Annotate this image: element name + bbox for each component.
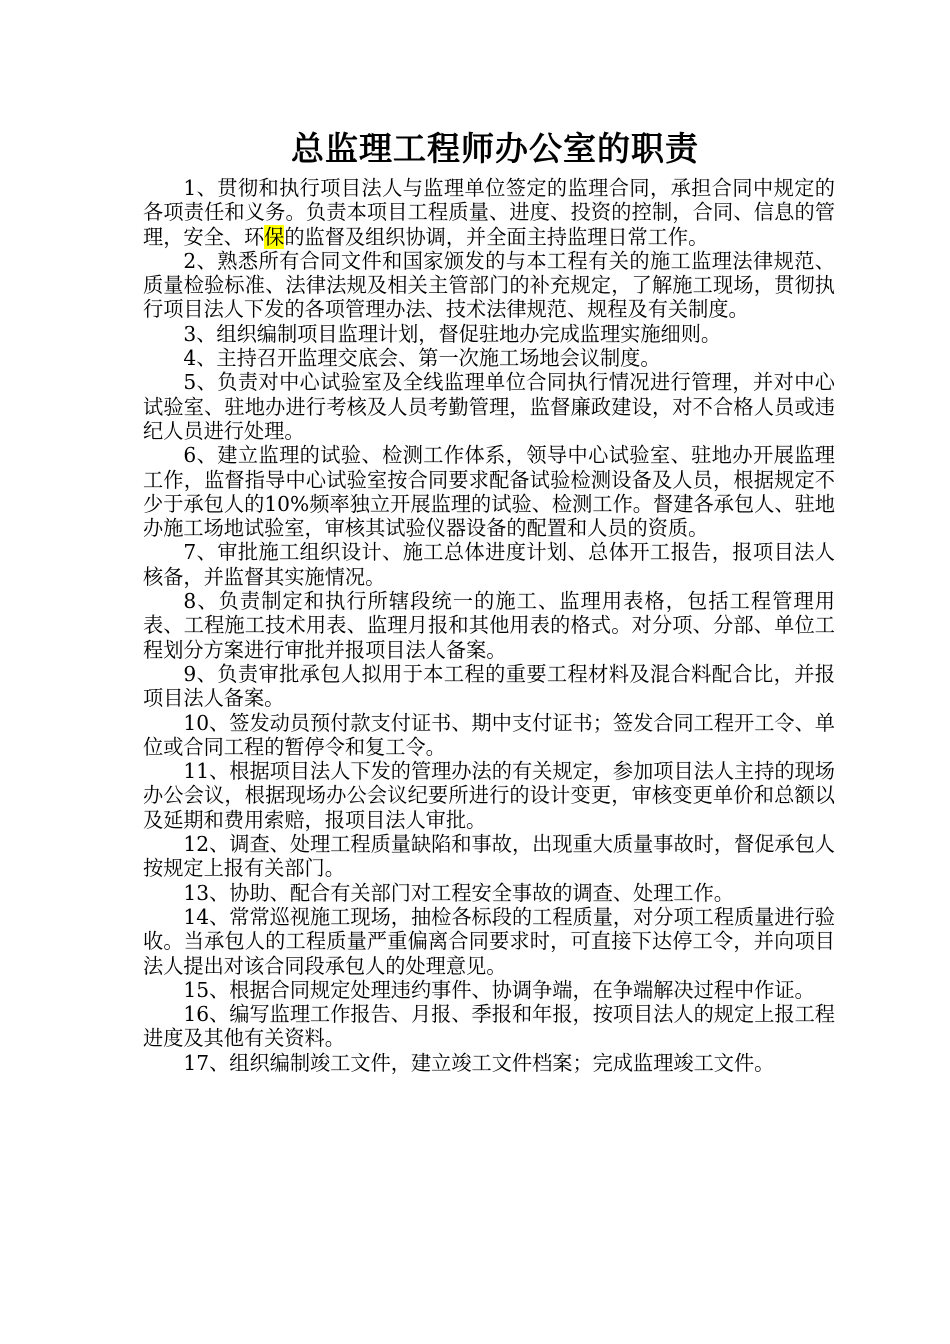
paragraph-1-text-after: 的监督及组织协调，并全面主持监理日常工作。 (284, 224, 709, 249)
paragraph-9: 9、负责审批承包人拟用于本工程的重要工程材料及混合料配合比，并报项目法人备案。 (143, 661, 835, 711)
paragraph-1 (143, 176, 835, 249)
highlighted-text: 保 (264, 224, 285, 249)
paragraph-8: 8、负责制定和执行所辖段统一的施工、监理用表格，包括工程管理用表、工程施工技术用表、监理月报和其他用表的格式。对分项、分部、单位工程划分方案进行审批并报项目法人备案。 (143, 589, 835, 662)
document-body (143, 176, 835, 1075)
paragraph-2: 2、熟悉所有合同文件和国家颁发的与本工程有关的施工监理法律规范、质量检验标准、法律法规及相关主管部门的补充规定，了解施工现场，贯彻执行项目法人下发的各项管理办法、技术法律规范、规程及有关制度。 (143, 248, 835, 322)
paragraph-14: 14、常常巡视施工现场，抽检各标段的工程质量，对分项工程质量进行验收。当承包人的工程质量严重偏离合同要求时，可直接下达停工令，并向项目法人提出对该合同段承包人的处理意见。 (143, 904, 835, 978)
paragraph-7: 7、审批施工组织设计、施工总体进度计划、总体开工报告，报项目法人核备，并监督其实施情况。 (143, 540, 835, 589)
paragraph-13: 13、协助、配合有关部门对工程安全事故的调查、处理工作。 (183, 880, 734, 905)
paragraph-5: 5、负责对中心试验室及全线监理单位合同执行情况进行管理，并对中心试验室、驻地办进行考核及人员考勤管理，监督廉政建设，对不合格人员或违纪人员进行处理。 (143, 370, 835, 443)
paragraph-1-text-before: 1、贯彻和执行项目法人与监理单位签定的监理合同，承担合同中规定的各项责任和义务。负责本项目工程质量、进度、投资的控制，合同、信息的管理，安全、环 (143, 176, 835, 249)
paragraph-6: 6、建立监理的试验、检测工作体系，领导中心试验室、驻地办开展监理工作，监督指导中心试验室按合同要求配备试验检测设备及人员，根据规定不少于承包人的10%频率独立开展监理的试验、检测工作。督建各承包人、驻地办施工场地试验室，审核其试验仪器设备的配置和人员的资质。 (143, 443, 835, 541)
paragraph-15: 15、根据合同规定处理违约事件、协调争端，在争端解决过程中作证。 (183, 977, 815, 1002)
paragraph-11: 11、根据项目法人下发的管理办法的有关规定，参加项目法人主持的现场办公会议，根据现场办公会议纪要所进行的设计变更，审核变更单价和总额以及延期和费用索赔，报项目法人审批。 (143, 759, 835, 832)
paragraph-17: 17、组织编制竣工文件，建立竣工文件档案；完成监理竣工文件。 (183, 1050, 775, 1075)
document-title: 总监理工程师办公室的职责 (291, 129, 699, 168)
paragraph-4: 4、主持召开监理交底会、第一次施工场地会议制度。 (183, 346, 661, 371)
paragraph-12: 12、调查、处理工程质量缺陷和事故，出现重大质量事故时，督促承包人按规定上报有关部门。 (143, 832, 835, 881)
paragraph-16: 16、编写监理工作报告、月报、季报和年报，按项目法人的规定上报工程进度及其他有关资料。 (143, 1002, 835, 1051)
paragraph-10: 10、签发动员预付款支付证书、期中支付证书；签发合同工程开工令、单位或合同工程的暂停令和复工令。 (143, 710, 835, 759)
paragraph-3: 3、组织编制项目监理计划，督促驻地办完成监理实施细则。 (183, 321, 722, 346)
